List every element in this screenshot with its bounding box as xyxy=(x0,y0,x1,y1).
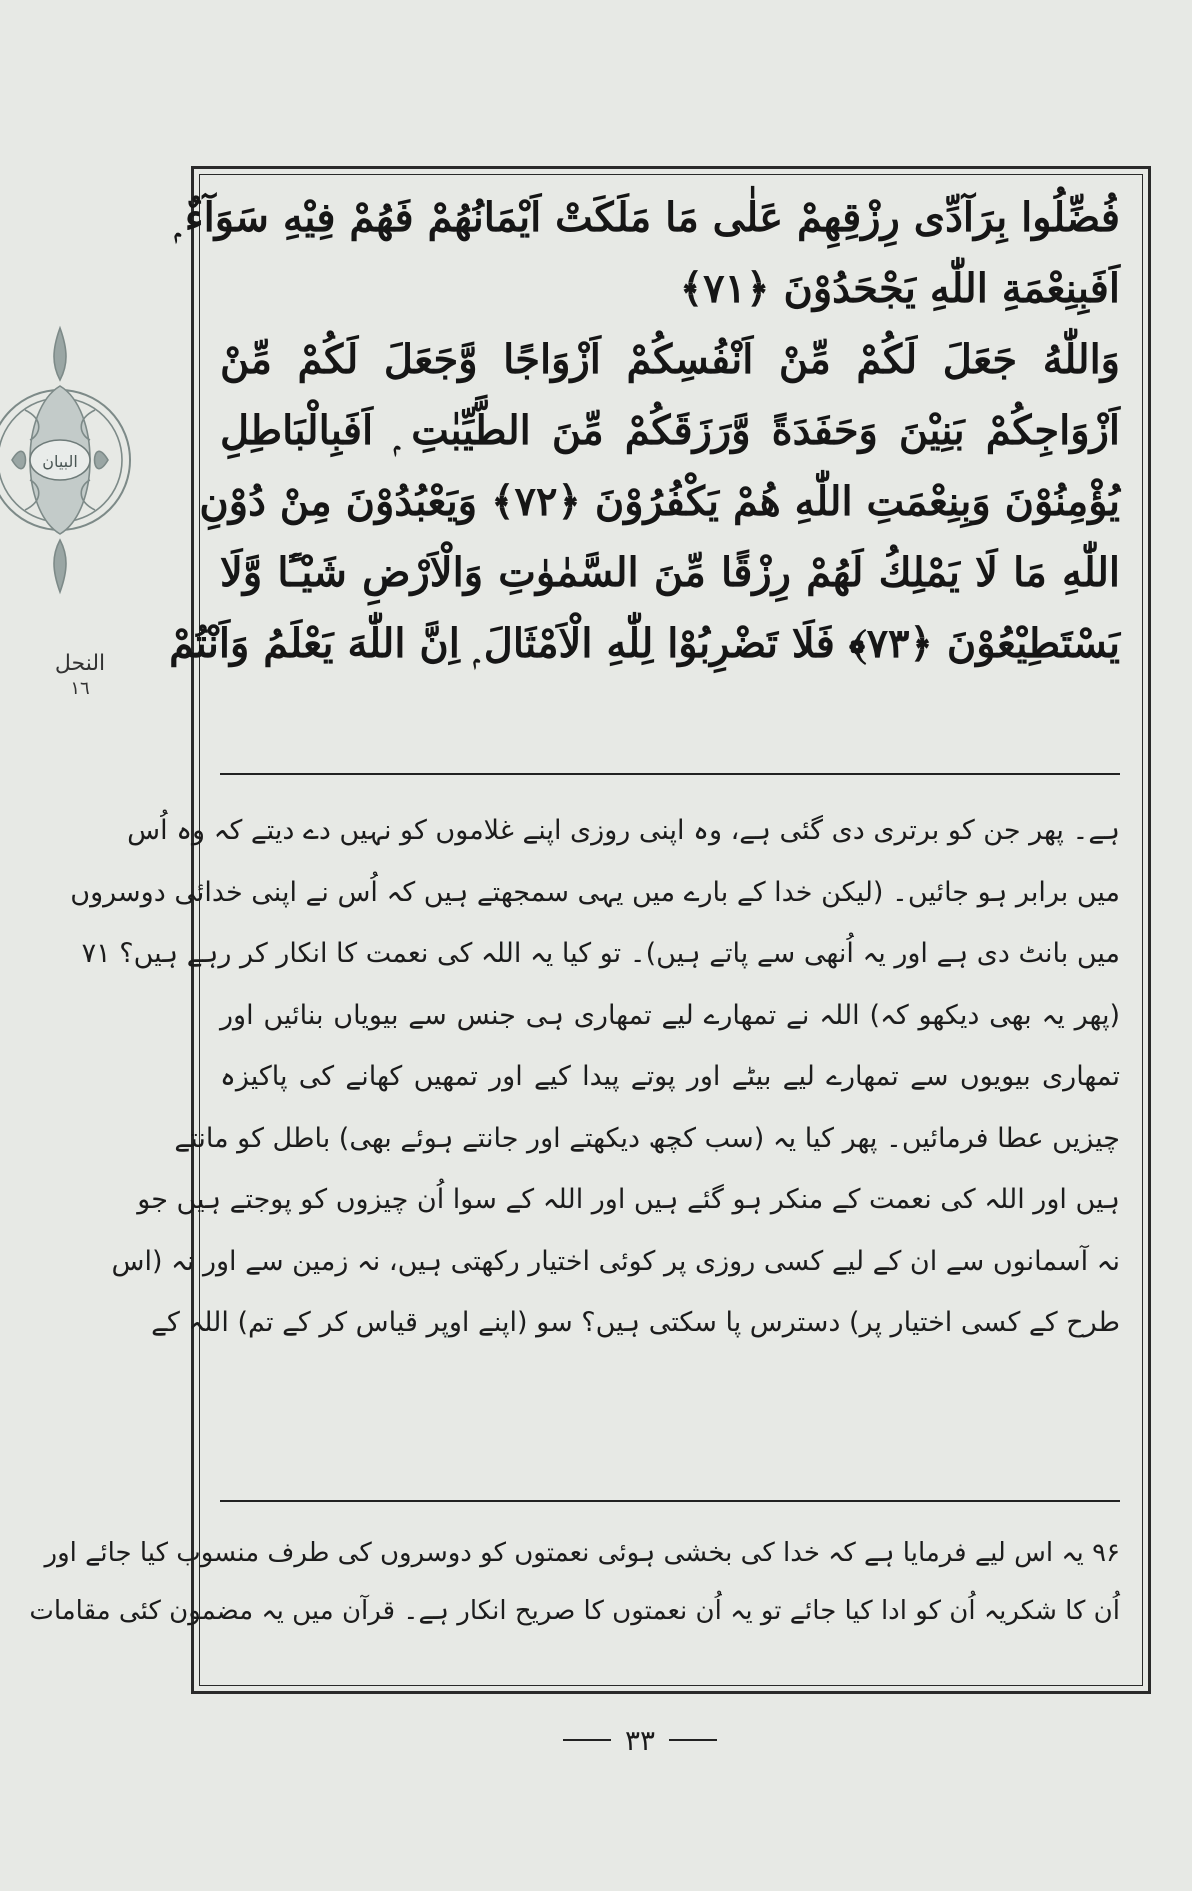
surah-label xyxy=(40,650,120,700)
verse-line: اَفَبِنِعْمَةِ اللّٰهِ یَجْحَدُوْنَ ﴿٧١﴾ xyxy=(679,265,1120,312)
footnote-line: اُن کا شکریہ اُن کو ادا کیا جائے تو یہ اُن نعمتوں کا صریح انکار ہے۔ قرآن میں یہ مضمون کئی مقامات xyxy=(29,1596,1120,1626)
translation-line: تمھاری بیویوں سے تمھارے لیے بیٹے اور پوتے پیدا کیے اور تمھیں کھانے کی پاکیزہ xyxy=(220,1061,1120,1092)
verse-line: اَزْوَاجِكُمْ بَنِیْنَ وَحَفَدَةً وَّرَزَقَكُمْ مِّنَ الطَّیِّبٰتِ ۭ اَفَبِالْبَاطِلِ xyxy=(220,407,1120,454)
section-divider xyxy=(220,773,1120,775)
surah-name: النحل xyxy=(54,651,106,676)
footnote xyxy=(29,1524,1120,1640)
page-number-dash xyxy=(669,1739,717,1741)
verse-line: اللّٰهِ مَا لَا یَمْلِكُ لَهُمْ رِزْقًا مِّنَ السَّمٰوٰتِ وَالْاَرْضِ شَیْـًٔا وَّلَا xyxy=(220,549,1120,596)
verse-line: یَسْتَطِیْعُوْنَ ﴿٧٣﴾ فَلَا تَضْرِبُوْا لِلّٰهِ الْاَمْثَالَ ۭ اِنَّ اللّٰهَ یَعْلَمُ وَاَنْتُمْ xyxy=(169,620,1120,667)
verse-line: یُؤْمِنُوْنَ وَبِنِعْمَتِ اللّٰهِ هُمْ یَكْفُرُوْنَ ﴿٧٢﴾ وَیَعْبُدُوْنَ مِنْ دُوْنِ xyxy=(199,478,1120,525)
urdu-translation xyxy=(70,800,1120,1354)
translation-line: طرح کے کسی اختیار پر) دسترس پا سکتی ہیں؟ سو (اپنے اوپر قیاس کر کے تم) اللہ کے xyxy=(151,1307,1120,1338)
footnote-divider xyxy=(220,1500,1120,1502)
ornament-medallion xyxy=(0,320,120,600)
translation-line: میں برابر ہو جائیں۔ (لیکن خدا کے بارے میں یہی سمجھتے ہیں کہ اُس نے اپنی خدائی دوسروں xyxy=(70,876,1120,908)
surah-number: ١٦ xyxy=(70,678,90,699)
page-number-text: ۳۳ xyxy=(624,1723,656,1757)
footnote-line: ۹۶ یہ اس لیے فرمایا ہے کہ خدا کی بخشی ہوئی نعمتوں کو دوسروں کی طرف منسوب کیا جائے اور xyxy=(44,1538,1120,1568)
translation-line: میں بانٹ دی ہے اور یہ اُنھی سے پاتے ہیں)۔ تو کیا یہ اللہ کی نعمت کا انکار کر رہے ہیں؟ ۷۱ xyxy=(81,938,1120,969)
translation-line: نہ آسمانوں سے ان کے لیے کسی روزی پر کوئی اختیار رکھتی ہیں، نہ زمین سے اور نہ (اس xyxy=(111,1245,1120,1277)
verse-line: فُضِّلُوا بِرَآدِّی رِزْقِهِمْ عَلٰی مَا مَلَكَتْ اَیْمَانُهُمْ فَهُمْ فِیْهِ سَوَآءٌ ۭ xyxy=(174,194,1120,241)
page-number xyxy=(560,1720,720,1760)
translation-line: چیزیں عطا فرمائیں۔ پھر کیا یہ (سب کچھ دیکھتے اور جانتے ہوئے بھی) باطل کو مانتے xyxy=(174,1122,1120,1154)
translation-line: (پھر یہ بھی دیکھو کہ) اللہ نے تمھارے لیے تمھاری ہی جنس سے بیویاں بنائیں اور xyxy=(220,999,1120,1031)
arabic-verse-block xyxy=(169,182,1120,754)
ornament-label: البیان xyxy=(42,452,78,471)
translation-line: ہے۔ پھر جن کو برتری دی گئی ہے، وہ اپنی روزی اپنے غلاموں کو نہیں دے دیتے کہ وہ اُس xyxy=(127,815,1120,846)
page-number-dash xyxy=(563,1739,611,1741)
translation-line: ہیں اور اللہ کی نعمت کے منکر ہو گئے ہیں اور اللہ کے سوا اُن چیزوں کو پوجتے ہیں جو xyxy=(137,1184,1120,1215)
verse-line: وَاللّٰهُ جَعَلَ لَكُمْ مِّنْ اَنْفُسِكُمْ اَزْوَاجًا وَّجَعَلَ لَكُمْ مِّنْ xyxy=(220,336,1120,383)
